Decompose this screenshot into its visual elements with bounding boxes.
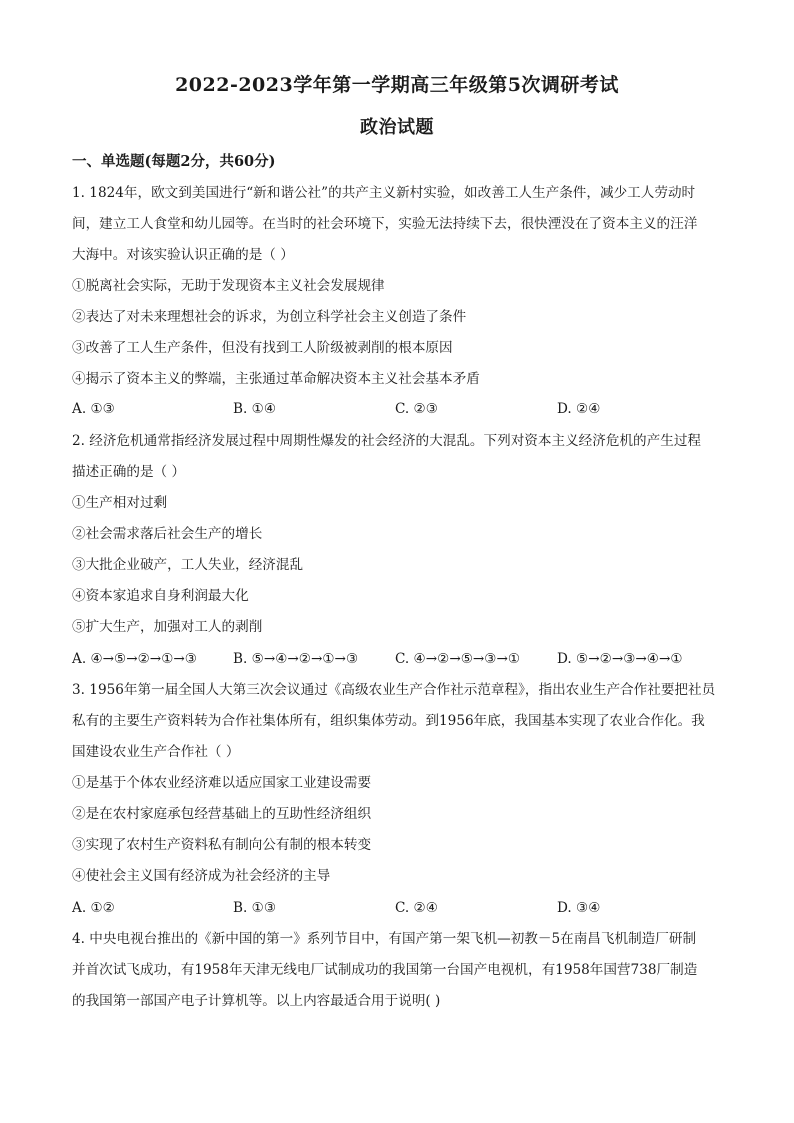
question-1-item: ②表达了对未来理想社会的诉求，为创立科学社会主义创造了条件 <box>72 309 467 325</box>
question-1-option-b: B. ①④ <box>233 401 277 417</box>
question-1-option-d: D. ②④ <box>557 401 601 417</box>
question-2-item: ①生产相对过剩 <box>72 495 168 511</box>
question-3-stem-line: 私有的主要生产资料转为合作社集体所有，组织集体劳动。到1956年底，我国基本实现了农业合作化。我 <box>72 713 705 729</box>
question-3-item: ①是基于个体农业经济难以适应国家工业建设需要 <box>72 775 372 791</box>
question-2-item: ②社会需求落后社会生产的增长 <box>72 526 263 542</box>
question-2-stem-line: 2. 经济危机通常指经济发展过程中周期性爆发的社会经济的大混乱。下列对资本主义经济危机的产生过程 <box>72 433 702 449</box>
question-3-item: ③实现了农村生产资料私有制向公有制的根本转变 <box>72 837 372 853</box>
question-1-option-a: A. ①③ <box>72 401 115 417</box>
question-1-stem-line: 间，建立工人食堂和幼儿园等。在当时的社会环境下，实验无法持续下去，很快湮没在了资本主义的汪洋 <box>72 216 698 232</box>
question-1-item: ③改善了工人生产条件，但没有找到工人阶级被剥削的根本原因 <box>72 340 453 356</box>
question-2-stem-line: 描述正确的是（ ） <box>72 464 186 480</box>
question-2-option-d: D. ⑤→②→③→④→① <box>557 651 683 667</box>
question-1-option-c: C. ②③ <box>395 401 438 417</box>
question-3-item: ②是在农村家庭承包经营基础上的互助性经济组织 <box>72 806 372 822</box>
question-2-item: ④资本家追求自身利润最大化 <box>72 588 249 604</box>
question-1-item: ①脱离社会实际，无助于发现资本主义社会发展规律 <box>72 278 385 294</box>
question-3-option-a: A. ①② <box>72 900 115 916</box>
exam-subtitle: 政治试题 <box>360 117 434 138</box>
question-2-item: ③大批企业破产，工人失业，经济混乱 <box>72 557 304 573</box>
question-3-option-b: B. ①③ <box>233 900 277 916</box>
question-3-stem-line: 国建设农业生产合作社（ ） <box>72 744 240 760</box>
question-1-stem-line: 1. 1824年，欧文到美国进行“新和谐公社”的共产主义新村实验，如改善工人生产条件，减少工人劳动时 <box>72 185 696 201</box>
question-3-option-d: D. ③④ <box>557 900 601 916</box>
question-4-stem-line: 的我国第一部国产电子计算机等。以上内容最适合用于说明( ) <box>72 993 441 1009</box>
question-3-item: ④使社会主义国有经济成为社会经济的主导 <box>72 868 331 884</box>
question-3-stem-line: 3. 1956年第一届全国人大第三次会议通过《高级农业生产合作社示范章程》，指出农业生产合作社要把社员 <box>72 682 716 698</box>
exam-title: 2022-2023学年第一学期高三年级第5次调研考试 <box>175 74 619 96</box>
question-1-stem-line: 大海中。对该实验认识正确的是（ ） <box>72 247 294 263</box>
question-2-option-c: C. ④→②→⑤→③→① <box>395 651 521 667</box>
question-4-stem-line: 4. 中央电视台推出的《新中国的第一》系列节目中，有国产第一架飞机—初教－5在南昌飞机制造厂研制 <box>72 931 697 947</box>
question-1-item: ④揭示了资本主义的弊端，主张通过革命解决资本主义社会基本矛盾 <box>72 371 480 387</box>
question-2-option-a: A. ④→⑤→②→①→③ <box>72 651 197 667</box>
question-3-option-c: C. ②④ <box>395 900 438 916</box>
question-4-stem-line: 并首次试飞成功，有1958年天津无线电厂试制成功的我国第一台国产电视机，有1958年国营738厂制造 <box>72 962 698 978</box>
question-2-item: ⑤扩大生产，加强对工人的剥削 <box>72 619 263 635</box>
question-2-option-b: B. ⑤→④→②→①→③ <box>233 651 359 667</box>
section-heading: 一、单选题(每题2分，共60分) <box>72 153 276 170</box>
